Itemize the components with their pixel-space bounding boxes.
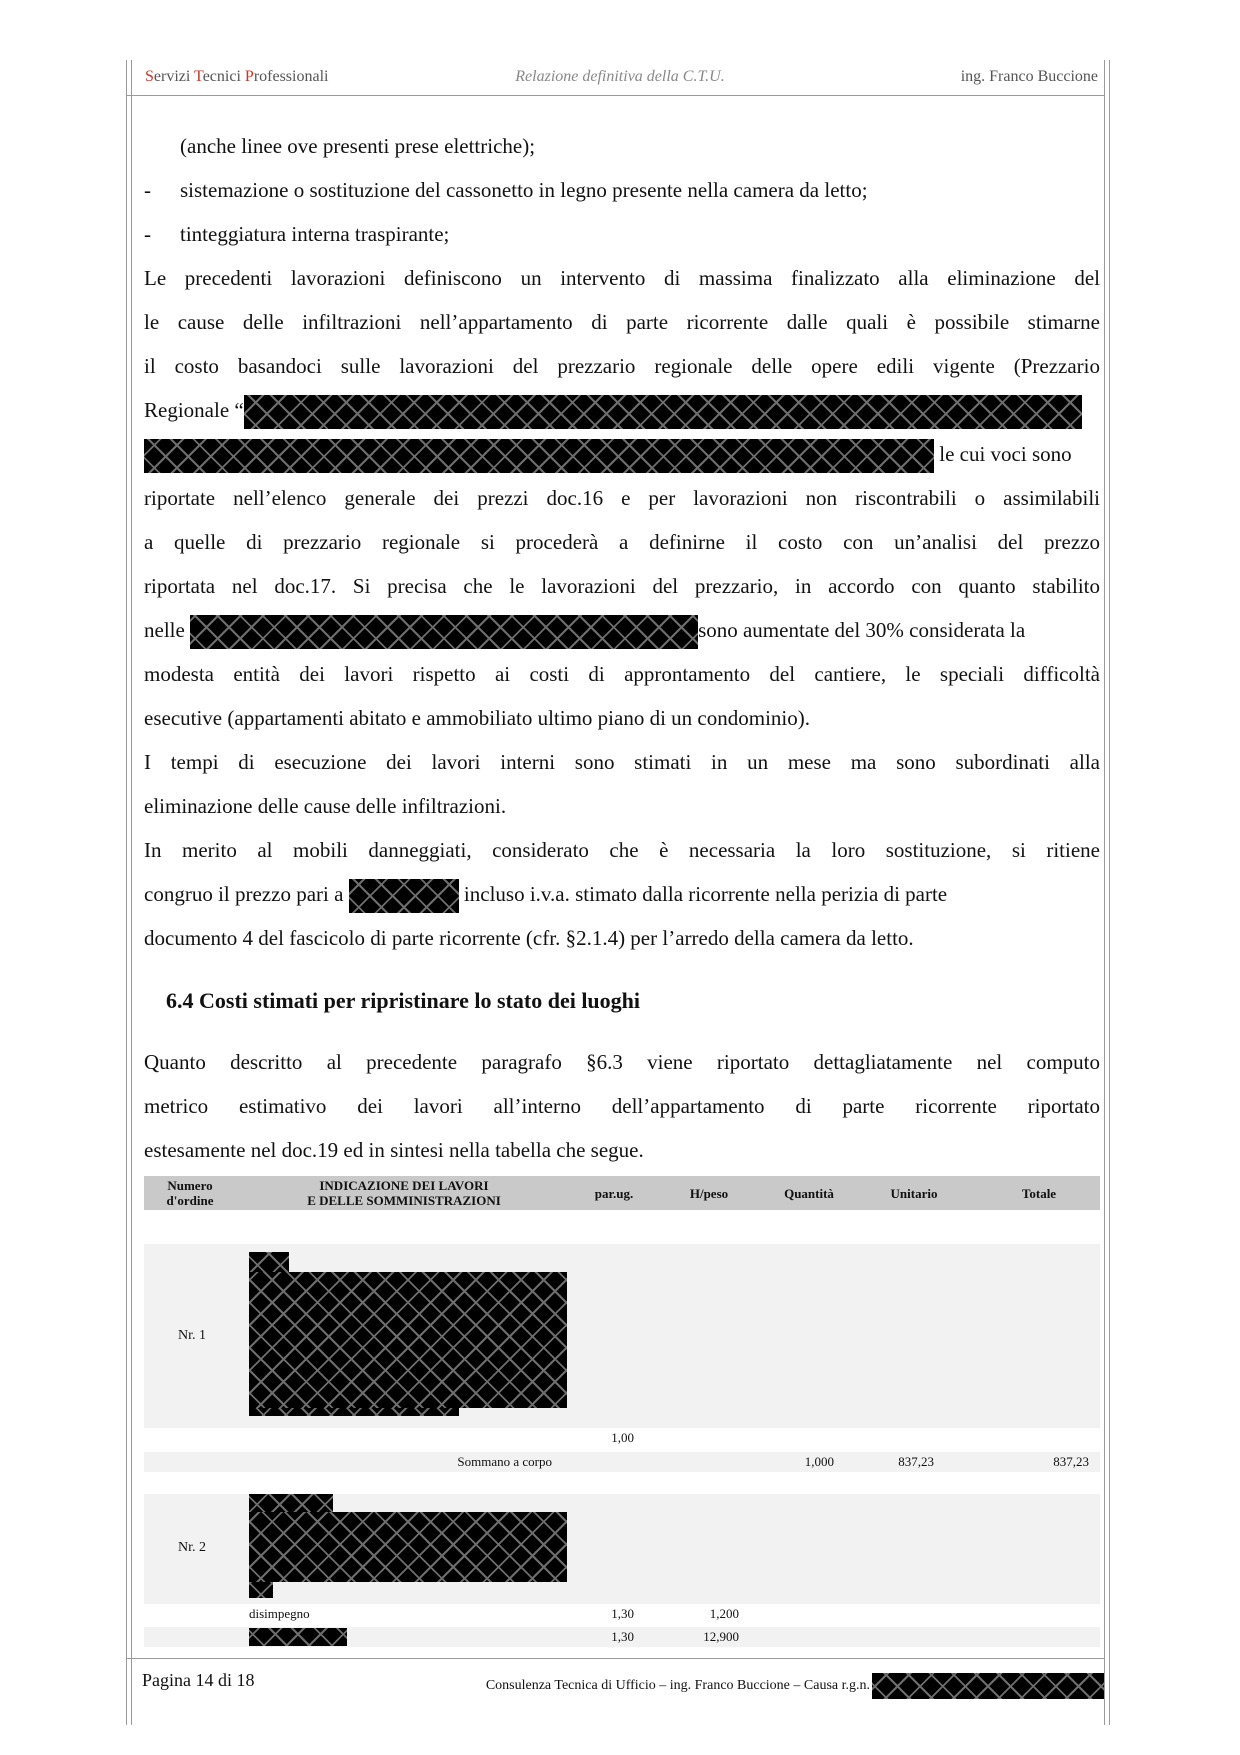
list-item-text: tinteggiatura interna traspirante; (180, 222, 450, 246)
table-row-summary (144, 1452, 1100, 1472)
col-header-quantity: Quantità (784, 1186, 834, 1201)
text-line: esecutive (appartamenti abitato e ammobiliato ultimo piano di un condominio). (144, 706, 810, 730)
redaction-block (249, 1512, 567, 1582)
header-word-professionali: rofessionali (253, 68, 329, 85)
frame-left-line (126, 60, 127, 1725)
cell-parug: 1,00 (611, 1430, 634, 1445)
table-header (144, 1176, 1100, 1210)
text-line (144, 608, 1100, 652)
col-header-number (150, 1178, 230, 1208)
cell-unitario: 837,23 (898, 1454, 934, 1469)
section-title: 6.4 Costi stimati per ripristinare lo stato dei luoghi (166, 988, 641, 1013)
list-dash: - (144, 178, 151, 202)
text-line (144, 432, 1100, 476)
header-word-servizi: ervizi (153, 68, 195, 85)
col-header-hpeso: H/peso (689, 1186, 729, 1201)
table-row (144, 1430, 1100, 1450)
cell-description: disimpegno (249, 1606, 310, 1621)
col-header-unitario: Unitario (890, 1186, 938, 1201)
list-item-text: sistemazione o sostituzione del cassonetto in legno presente nella camera da letto; (180, 178, 868, 202)
redaction-block (190, 615, 698, 649)
col-header-number-line2: d'ordine (166, 1193, 214, 1208)
table-row (144, 1627, 1100, 1647)
text-fragment: sono aumentate del 30% considerata la (698, 618, 1026, 642)
text-line: documento 4 del fascicolo di parte ricorrente (cfr. §2.1.4) per l’arredo della camera da letto. (144, 926, 914, 950)
col-header-number-line1: Numero (167, 1178, 213, 1193)
header-right: ing. Franco Buccione (960, 68, 1098, 85)
text-line: riportata nel doc.17. Si precisa che le lavorazioni del prezzario, in accordo con quanto stabilito (144, 574, 1100, 598)
redaction-block (349, 879, 459, 913)
text-fragment: congruo il prezzo pari a (144, 882, 349, 906)
footer-right (486, 1673, 1104, 1699)
text-line: metrico estimativo dei lavori all’interno dell’appartamento di parte ricorrente riportato (144, 1094, 1100, 1118)
table-row (144, 1606, 1100, 1626)
text-line: modesta entità dei lavori rispetto ai costi di approntamento del cantiere, le speciali difficoltà (144, 662, 1100, 686)
list-item (144, 168, 1100, 212)
header-initial-s: S (145, 68, 154, 85)
cell-hpeso: 12,900 (703, 1629, 739, 1644)
text-line (144, 872, 1100, 916)
redaction-block (872, 1673, 1104, 1699)
footer-text: Consulenza Tecnica di Ufficio – ing. Franco Buccione – Causa r.g.n. (485, 1678, 870, 1694)
text-fragment: Regionale “ (144, 398, 244, 422)
redaction-block (249, 1628, 347, 1646)
item-number: Nr. 2 (178, 1540, 206, 1555)
text-line: riportate nell’elenco generale dei prezzi doc.16 e per lavorazioni non riscontrabili o assimilabili (144, 486, 1100, 510)
text-line: I tempi di esecuzione dei lavori interni sono stimati in un mese ma sono subordinati alla (144, 750, 1100, 774)
frame-left-line-inner (131, 60, 132, 1725)
text-fragment: incluso i.v.a. stimato dalla ricorrente nella perizia di parte (458, 882, 948, 906)
cell-parug: 1,30 (611, 1629, 634, 1644)
item-number: Nr. 1 (178, 1328, 206, 1343)
list-item (144, 212, 1100, 256)
table-row-item-1 (144, 1244, 1100, 1428)
text-line: Quanto descritto al precedente paragrafo §6.3 viene riportato dettagliatamente nel computo (144, 1050, 1100, 1074)
list-dash: - (144, 222, 151, 246)
col-header-parug: par.ug. (594, 1186, 634, 1201)
header-word-tecnici: ecnici (202, 68, 245, 85)
text-line: a quelle di prezzario regionale si procederà a definirne il costo con un’analisi del prezzo (144, 530, 1100, 554)
redaction-block (249, 1582, 273, 1598)
col-header-description-line2: E DELLE SOMMINISTRAZIONI (307, 1193, 501, 1208)
header-initial-p: P (244, 68, 254, 85)
redaction-block (244, 395, 1082, 429)
redaction-block (144, 439, 934, 473)
cell-totale: 837,23 (1053, 1454, 1089, 1469)
cell-parug: 1,30 (611, 1606, 634, 1621)
text-line (144, 388, 1100, 432)
redaction-block (249, 1408, 459, 1416)
cell-hpeso: 1,200 (709, 1606, 739, 1621)
text-line: eliminazione delle cause delle infiltrazioni. (144, 794, 507, 818)
redaction-block (249, 1272, 567, 1408)
text-line: le cause delle infiltrazioni nell’appartamento di parte ricorrente dalle quali è possibile stimarne (144, 310, 1100, 334)
cell-quantity: 1,000 (804, 1454, 834, 1469)
text-fragment: le cui voci sono (934, 442, 1072, 466)
text-line: estesamente nel doc.19 ed in sintesi nella tabella che segue. (144, 1138, 644, 1162)
cell-summary-label: Sommano a corpo (457, 1454, 552, 1469)
frame-right-line-outer (1109, 60, 1110, 1725)
footer-rule (126, 1658, 1104, 1659)
page-number: Pagina 14 di 18 (142, 1670, 255, 1690)
text-line: (anche linee ove presenti prese elettriche); (180, 134, 536, 158)
col-header-description-line1: INDICAZIONE DEI LAVORI (319, 1178, 489, 1193)
text-line: In merito al mobili danneggiati, considerato che è necessaria la loro sostituzione, si ritiene (144, 838, 1100, 862)
header-center: Relazione definitiva della C.T.U. (515, 68, 725, 85)
text-line: Le precedenti lavorazioni definiscono un intervento di massima finalizzato alla eliminazione del (144, 266, 1100, 290)
body-text (144, 124, 1100, 960)
col-header-description (264, 1178, 544, 1208)
table-row-item-2 (144, 1494, 1100, 1604)
redaction-block (249, 1494, 333, 1512)
text-line: il costo basandoci sulle lavorazioni del prezzario regionale delle opere edili vigente (Prezzario (144, 354, 1100, 378)
header-initial-t: T (194, 68, 203, 85)
col-header-totale: Totale (1021, 1186, 1057, 1201)
text-fragment: nelle (144, 618, 191, 642)
section-paragraph (144, 1040, 1100, 1172)
frame-right-line (1104, 60, 1105, 1725)
header-rule (126, 95, 1104, 96)
redaction-block (249, 1252, 289, 1272)
